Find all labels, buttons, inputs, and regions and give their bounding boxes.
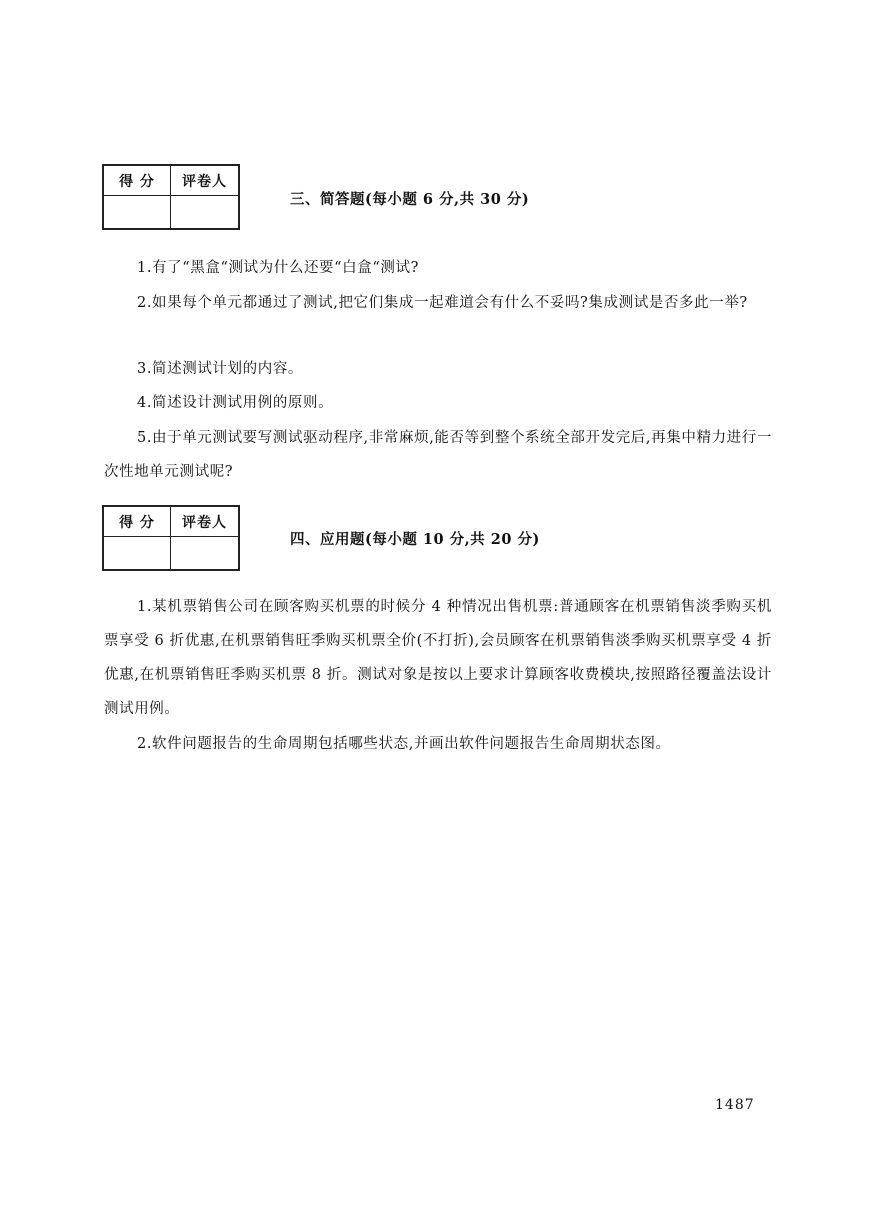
- score-table: [102, 164, 240, 230]
- score-header: 得 分: [104, 507, 171, 537]
- grader-header: 评卷人: [171, 166, 238, 196]
- section-title: 三、简答题(每小题 6 分,共 30 分): [290, 191, 530, 208]
- question-item: 1.有了“黑盒“测试为什么还要“白盒“测试?: [137, 260, 419, 276]
- question-item: 5.由于单元测试要写测试驱动程序,非常麻烦,能否等到整个系统全部开发完后,再集中精力进行一次性地单元测试呢?: [104, 430, 772, 480]
- grader-header: 评卷人: [171, 507, 238, 537]
- section-title: 四、应用题(每小题 10 分,共 20 分): [290, 531, 540, 548]
- score-header: 得 分: [104, 166, 171, 196]
- score-table: [102, 505, 240, 571]
- grader-cell: [171, 196, 238, 228]
- question-item: 2.如果每个单元都通过了测试,把它们集成一起难道会有什么不妥吗?集成测试是否多此一举?: [137, 295, 748, 311]
- grader-cell: [171, 537, 238, 569]
- question-item: 3.简述测试计划的内容。: [137, 361, 304, 377]
- question-item: 2.软件问题报告的生命周期包括哪些状态,并画出软件问题报告生命周期状态图。: [137, 736, 671, 752]
- page-number: 1487: [715, 1097, 755, 1113]
- score-cell: [104, 196, 171, 228]
- question-item: 1.某机票销售公司在顾客购买机票的时候分 4 种情况出售机票:普通顾客在机票销售淡季购买机票享受 6 折优惠,在机票销售旺季购买机票全价(不打折),会员顾客在机票销售淡季购买机票享受 4 折优惠,在机票销售旺季购买机票 8 折。测试对象是按以上要求计算顾客收费模块,按照路径覆盖法设计测试用例。: [104, 599, 772, 717]
- score-cell: [104, 537, 171, 569]
- question-item: 4.简述设计测试用例的原则。: [137, 395, 334, 411]
